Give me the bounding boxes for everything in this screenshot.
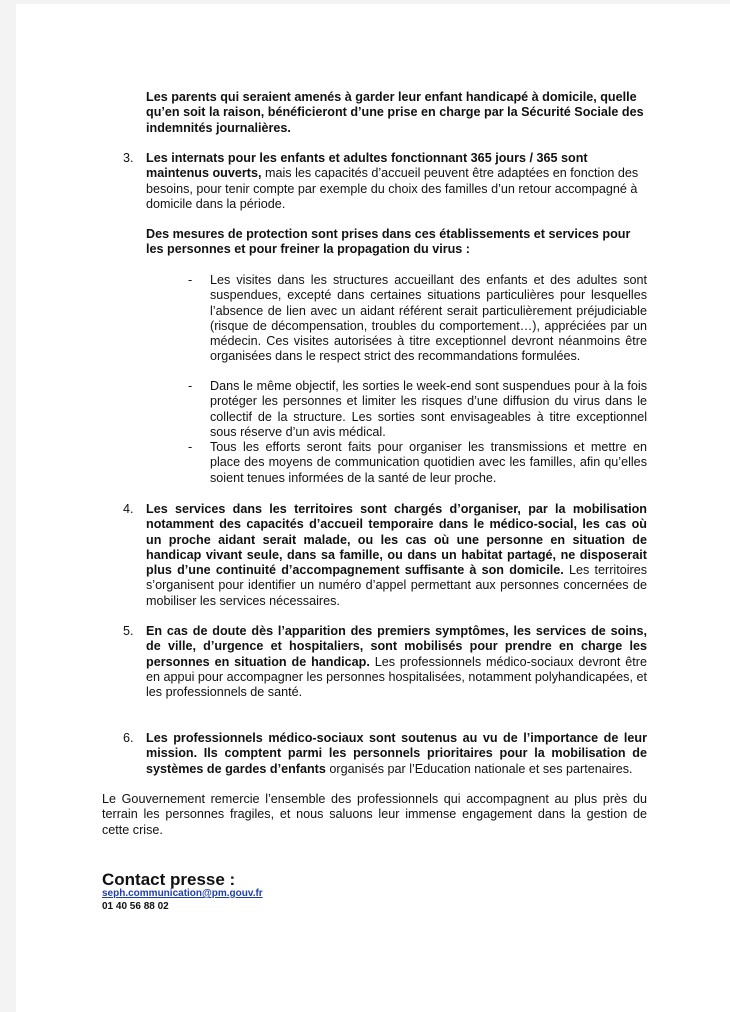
intro-paragraph: Les parents qui seraient amenés à garder leur enfant handicapé à domicile, quelle qu’en soit la raison, bénéficieront d’une prise en charge par la Sécurité Sociale des indemnités journalières. <box>146 90 644 135</box>
item-6-bold-text: Les professionnels médico-sociaux sont soutenus au vu de l’importance de leur mission. Ils comptent parmi les personnels prioritaires pour la mobilisation de systèmes de gardes d’enfants <box>146 731 647 776</box>
item-4-number: 4. <box>123 502 134 516</box>
contact-title: Contact presse : <box>102 870 236 889</box>
item-6-paragraph <box>146 731 647 777</box>
item-6-number: 6. <box>123 731 134 745</box>
item-6-text: organisés par l’Education nationale et ses partenaires. <box>325 761 633 776</box>
bullet-communication: Tous les efforts seront faits pour organiser les transmissions et mettre en place des moyens de communication quotidien avec les familles, afin qu’elles soient tenues informées de la santé de leur proche. <box>210 440 647 485</box>
item-4-bold-text: Les services dans les territoires sont chargés d’organiser, par la mobilisation notamment des capacités d’accueil temporaire dans le médico-social, les cas où un proche aidant serait malade, ou les cas où une personne en situation de handicap vivant seule, dans sa famille, ou dans un habitat partagé, ne disposerait plus d’une continuité d’accompagnement suffisante à son domicile. <box>146 502 647 578</box>
item-4-paragraph <box>146 502 647 609</box>
item-5-paragraph <box>146 624 647 700</box>
bullet-weekend-outings: Dans le même objectif, les sorties le week-end sont suspendues pour à la fois protéger les personnes et limiter les risques d’une diffusion du virus dans le collectif de la structure. Les sorties sont envisageables à titre exceptionnel sous réserve d’un avis médical. <box>210 379 647 439</box>
item-3-text: mais les capacités d’accueil peuvent être adaptées en fonction des besoins, pour tenir compte par exemple du choix des familles d’un retour accompagné à domicile dans la période. <box>146 166 639 211</box>
item-5-text: Les professionnels médico-sociaux devront être en appui pour accompagner les personnes hospitalisées, notamment polyhandicapées, et les professionnels de santé. <box>146 654 647 700</box>
measures-heading: Des mesures de protection sont prises dans ces établissements et services pour les personnes et pour freiner la propagation du virus : <box>146 227 631 257</box>
item-5-bold-text: En cas de doute dès l’apparition des premiers symptômes, les services de soins, de ville, d’urgence et hospitaliers, sont mobilisés pour prendre en charge les personnes en situation de handicap. <box>146 624 647 669</box>
closing-paragraph: Le Gouvernement remercie l’ensemble des professionnels qui accompagnent au plus près du terrain les personnes fragiles, et nous saluons leur immense engagement dans la gestion de cette crise. <box>102 792 647 837</box>
bullet-marker: - <box>188 379 193 393</box>
item-3-paragraph <box>146 151 646 212</box>
item-5-number: 5. <box>123 624 134 638</box>
document-page <box>16 4 730 1012</box>
bullet-marker: - <box>188 273 193 287</box>
item-3-bold-text: Les internats pour les enfants et adultes fonctionnant 365 jours / 365 sont maintenus ouverts, <box>146 151 588 181</box>
bullet-marker: - <box>188 440 193 454</box>
item-4-text: Les territoires s’organisent pour identifier un numéro d’appel permettant aux personnes concernées de mobiliser les services nécessaires. <box>146 563 647 608</box>
contact-phone: 01 40 56 88 02 <box>102 901 169 912</box>
item-3-number: 3. <box>123 151 134 165</box>
bullet-visits: Les visites dans les structures accueillant des enfants et des adultes sont suspendues, excepté dans certaines situations particulières pour lesquelles l’absence de lien avec un aidant référent serait particulièrement préjudiciable (risque de décompensation, troubles du comportement…), appréciées par un médecin. Ces visites autorisées à titre exceptionnel devront néanmoins être organisées dans le respect strict des recommandations formulées. <box>210 273 647 364</box>
contact-email-link[interactable]: seph.communication@pm.gouv.fr <box>102 888 263 899</box>
